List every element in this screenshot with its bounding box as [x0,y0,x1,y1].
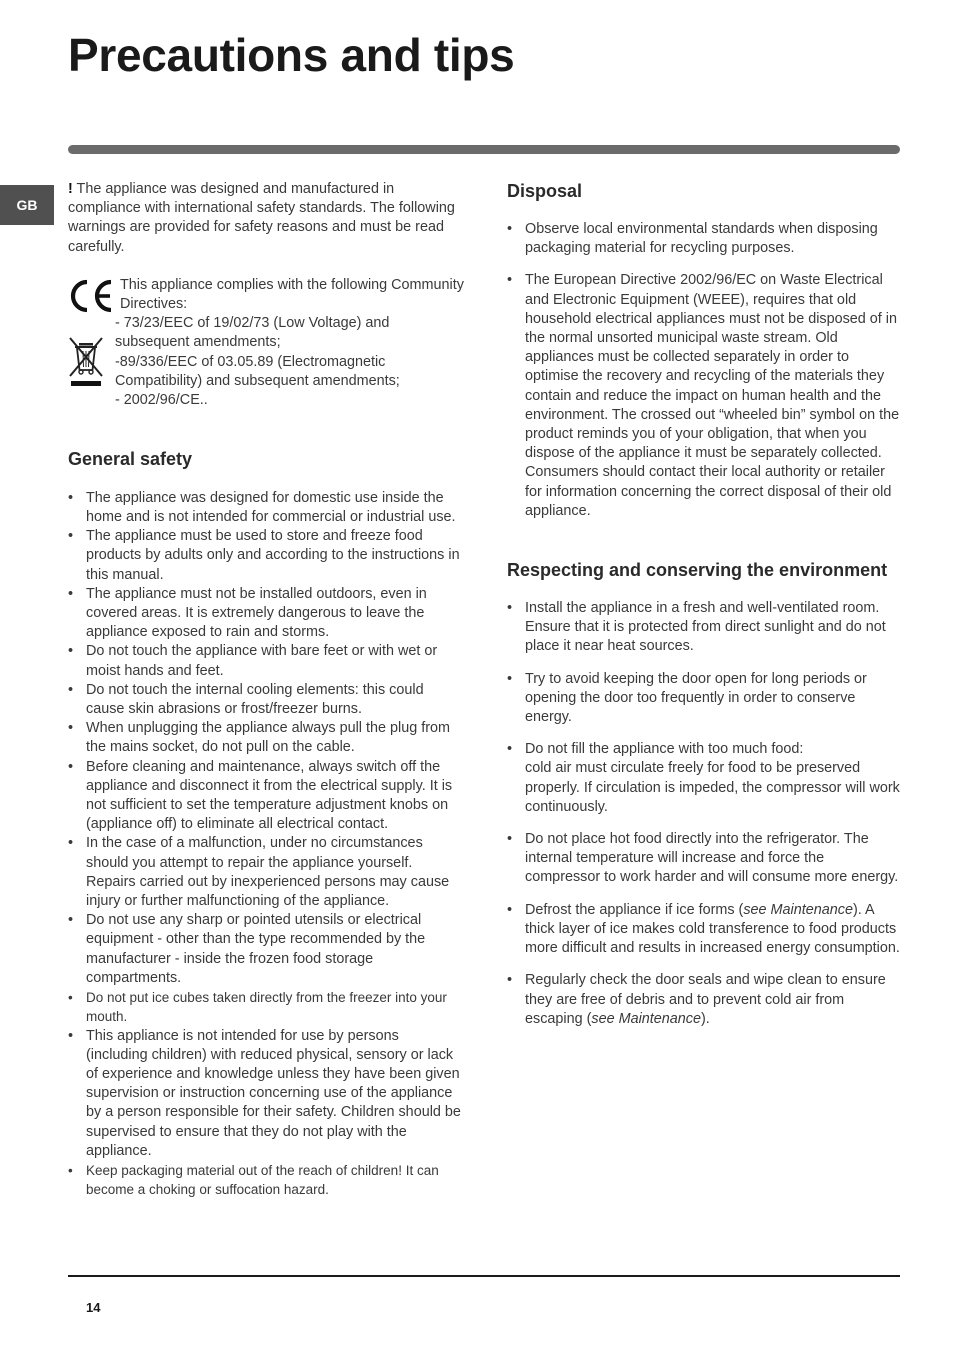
list-item: • Before cleaning and maintenance, always switch off the appliance and disconnect it from the electrical supply. It is not sufficient to set the temperature adjustment knobs on (appliance off) to eliminate all electrical contact. [68,758,464,835]
list-item: • Do not place hot food directly into the refrigerator. The internal temperature will increase and force the compressor to work harder and will consume more energy. [507,830,903,888]
item-text: Defrost the appliance if ice forms ( [525,901,744,918]
page-title: Precautions and tips [68,29,515,81]
general-safety-heading: General safety [68,448,193,469]
footer-divider [68,1275,900,1277]
list-item: • The appliance must be used to store and freeze food products by adults only and according to the instructions in this manual. [68,527,464,585]
list-item [507,971,903,1029]
list-item: • Do not put ice cubes taken directly from the freezer into your mouth. [68,988,464,1026]
item-text: Regularly check the door seals and wipe clean to ensure they are free of debris and to prevent cold air from escaping ( [525,972,886,1027]
maintenance-reference: see Maintenance [743,901,853,918]
item-text: ). [701,1010,710,1027]
compliance-line: This appliance complies with the following Community Directives: [120,276,464,313]
list-item: • Observe local environmental standards when disposing packaging material for recycling purposes. [507,220,903,258]
list-item: • This appliance is not intended for use by persons (including children) with reduced physical, sensory or lack of experience and knowledge unless they have been given supervision or instruction concerning use of the appliance by a person responsible for their safety. Children should be supervised to ensure that they do not play with the appliance. [68,1027,464,1161]
list-item [507,271,903,521]
list-item: • When unplugging the appliance always pull the plug from the mains socket, do not pull on the cable. [68,719,464,757]
warning-mark: ! [68,181,73,197]
list-item: • Do not use any sharp or pointed utensils or electrical equipment - other than the type recommended by the manufacturer - inside the frozen food storage compartments. [68,911,464,988]
list-item: • Install the appliance in a fresh and well-ventilated room. Ensure that it is protected from direct sunlight and do not place it near heat sources. [507,599,903,657]
weee-text: The European Directive 2002/96/EC on Waste Electrical and Electronic Equipment (WEEE), requires that old household electrical appliances must not be disposed of in the normal unsorted municipal waste stream. Old appliances must be collected separately in order to optimise the recovery and recycling of the materials they contain and reduce the impact on human health and the environment. The crossed out “wheeled bin” symbol on the product reminds you of your obligation, that when you dispose of the appliance it must be separately collected. [525,272,900,462]
maintenance-reference: see Maintenance [591,1010,702,1027]
list-item: • The appliance must not be installed outdoors, even in covered areas. It is extremely dangerous to leave the appliance exposed to rain and storms. [68,585,464,643]
item-text: Do not fill the appliance with too much food: [525,741,804,758]
disposal-list [507,220,903,521]
item-text: cold air must circulate freely for food to be preserved properly. If circulation is impeded, the compressor will work continuously. [525,760,900,815]
left-column [68,180,464,1199]
compliance-line: -89/336/EEC of 03.05.89 (Electromagnetic Compatibility) and subsequent amendments; [115,353,400,389]
header-divider [68,145,900,154]
page-number: 14 [86,1300,101,1315]
list-item: • Try to avoid keeping the door open for long periods or opening the door too frequently in order to conserve energy. [507,670,903,728]
compliance-line: - 73/23/EEC of 19/02/73 (Low Voltage) and subsequent amendments; [115,315,390,351]
intro-text: The appliance was designed and manufactured in compliance with international safety standards. The following warnings are provided for safety reasons and must be read carefully. [68,181,455,255]
list-item: • Do not touch the appliance with bare feet or with wet or moist hands and feet. [68,642,464,680]
list-item: • The appliance was designed for domestic use inside the home and is not intended for commercial or industrial use. [68,489,464,527]
intro-paragraph [68,180,464,257]
right-column [507,180,903,1029]
item-text: ). A thick layer of ice makes cold transference to food products more difficult and results in increased energy consumption. [525,901,900,957]
ce-mark-icon [68,278,114,314]
crossed-bin-icon [68,336,104,388]
compliance-block [68,276,464,413]
disposal-heading: Disposal [507,181,583,201]
list-item: • In the case of a malfunction, under no circumstances should you attempt to repair the appliance yourself. Repairs carried out by inexperienced persons may cause injury or further malfunctioning of the appliance. [68,834,464,911]
list-item [507,740,903,817]
general-safety-list [68,489,464,1200]
language-tab: GB [0,185,54,225]
list-item [507,901,903,959]
environment-heading: Respecting and conserving the environment [507,560,888,581]
list-item: • Keep packaging material out of the reach of children! It can become a choking or suffocation hazard. [68,1161,464,1199]
environment-list [507,599,903,1029]
list-item: • Do not touch the internal cooling elements: this could cause skin abrasions or frost/freezer burns. [68,681,464,719]
weee-contact-text: Consumers should contact their local authority or retailer for information concerning the correct disposal of their old appliance. [525,464,892,519]
compliance-line: - 2002/96/CE.. [115,392,208,409]
